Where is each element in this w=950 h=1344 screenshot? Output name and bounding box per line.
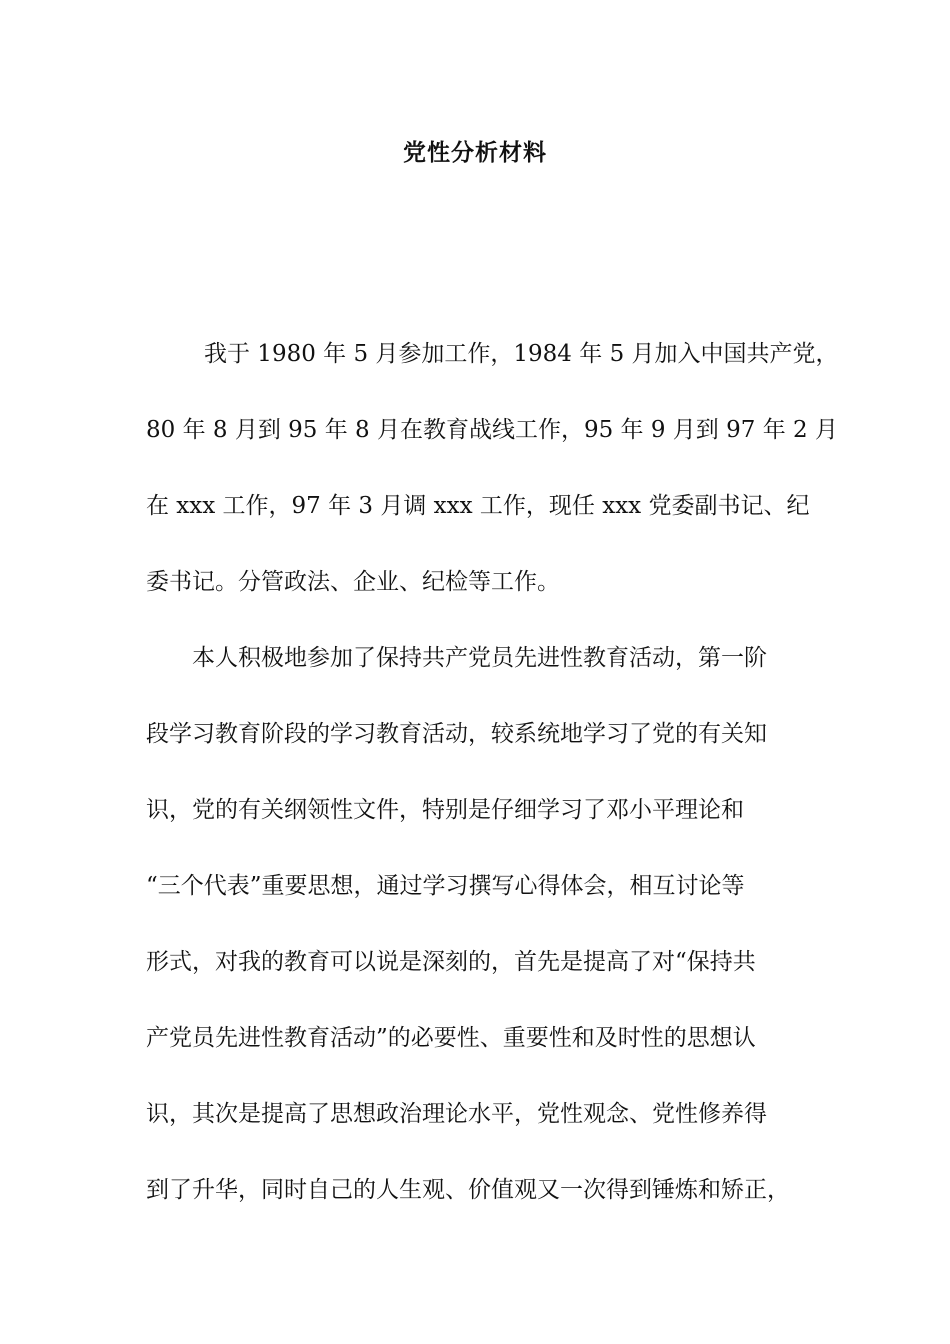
paragraph-1-line-4: 委书记。分管政法、企业、纪检等工作。 [146,569,560,595]
paragraph-2-line-2: 段学习教育阶段的学习教育活动，较系统地学习了党的有关知 [146,721,767,747]
document-title: 党性分析材料 [403,139,547,166]
paragraph-2-line-3: 识，党的有关纲领性文件，特别是仔细学习了邓小平理论和 [146,797,744,823]
paragraph-1-line-3: 在 xxx 工作，97 年 3 月调 xxx 工作，现任 xxx 党委副书记、纪 [146,493,810,519]
paragraph-1-line-2: 80 年 8 月到 95 年 8 月在教育战线工作，95 年 9 月到 97 年 2 月 [146,417,838,443]
paragraph-2-line-7: 识，其次是提高了思想政治理论水平，党性观念、党性修养得 [146,1101,767,1127]
document-body [146,330,839,1242]
paragraph-2-line-4: “三个代表”重要思想，通过学习撰写心得体会，相互讨论等 [146,873,745,899]
paragraph-2-line-8: 到了升华，同时自己的人生观、价值观又一次得到锤炼和矫正， [146,1177,790,1203]
paragraph-2-line-6: 产党员先进性教育活动”的必要性、重要性和及时性的思想认 [146,1025,756,1051]
paragraph-2-line-1: 本人积极地参加了保持共产党员先进性教育活动，第一阶 [192,645,767,671]
paragraph-1-line-1: 我于 1980 年 5 月参加工作，1984 年 5 月加入中国共产党， [204,341,839,367]
paragraph-2-line-5: 形式，对我的教育可以说是深刻的，首先是提高了对“保持共 [146,949,756,975]
